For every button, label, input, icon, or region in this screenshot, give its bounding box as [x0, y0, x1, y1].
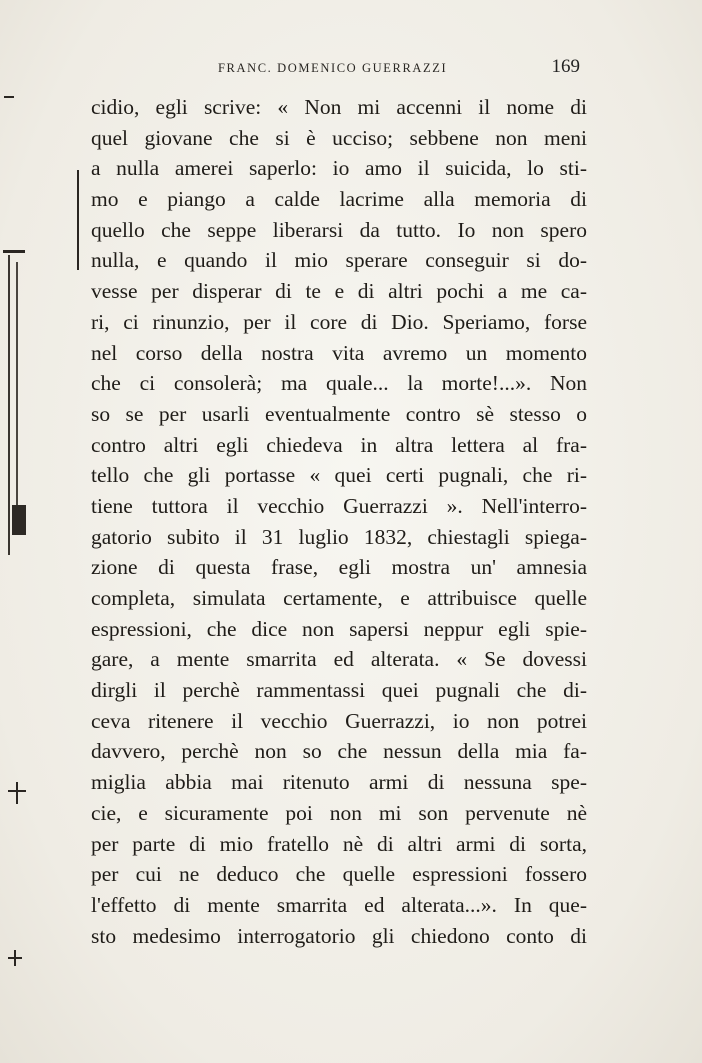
- text-line: quello che seppe liberarsi da tutto. Io non spero: [91, 217, 587, 242]
- text-line: nulla, e quando il mio sperare conseguir si do-: [91, 248, 587, 273]
- text-line: sto medesimo interrogatorio gli chiedono conto di: [91, 923, 587, 948]
- text-line: tello che gli portasse « quei certi pugnali, che ri-: [91, 463, 587, 488]
- margin-mark: [77, 170, 79, 270]
- text-line: completa, simulata certamente, e attribuisce quelle: [91, 586, 587, 610]
- text-line: l'effetto di mente smarrita ed alterata...». In que-: [91, 892, 587, 917]
- text-line: dirgli il perchè rammentassi quei pugnali che di-: [91, 678, 587, 703]
- text-line: a nulla amerei saperlo: io amo il suicida, lo sti-: [91, 156, 587, 181]
- margin-mark: [16, 262, 18, 532]
- margin-mark: [4, 96, 14, 98]
- body-text: [91, 92, 587, 951]
- text-line: contro altri egli chiedeva in altra lettera al fra-: [91, 432, 587, 457]
- text-line: gatorio subito il 31 luglio 1832, chiestagli spiega-: [91, 524, 587, 549]
- text-line: nel corso della nostra vita avremo un momento: [91, 340, 587, 365]
- text-line: miglia abbia mai ritenuto armi di nessuna spe-: [91, 770, 587, 795]
- margin-mark: [12, 505, 26, 535]
- text-line: per parte di mio fratello nè di altri armi di sorta,: [91, 831, 587, 856]
- text-line: cidio, egli scrive: « Non mi accenni il nome di: [91, 95, 587, 119]
- text-line: gare, a mente smarrita ed alterata. « Se dovessi: [91, 647, 587, 672]
- running-title: FRANC. DOMENICO GUERRAZZI: [218, 61, 448, 75]
- page-number: 169: [551, 56, 580, 77]
- text-line: per cui ne deduco che quelle espressioni fossero: [91, 862, 587, 887]
- text-line: davvero, perchè non so che nessun della mia fa-: [91, 739, 587, 764]
- text-line: vesse per disperar di te e di altri pochi a me ca-: [91, 279, 587, 304]
- text-line: cie, e sicuramente poi non mi son pervenute nè: [91, 800, 587, 825]
- text-line: ceva ritenere il vecchio Guerrazzi, io non potrei: [91, 708, 587, 733]
- text-line: che ci consolerà; ma quale... la morte!...». Non: [91, 371, 587, 396]
- page-header: [90, 58, 580, 86]
- text-line: zione di questa frase, egli mostra un' amnesia: [91, 555, 587, 580]
- text-line: ri, ci rinunzio, per il core di Dio. Speriamo, forse: [91, 309, 587, 334]
- margin-mark: [16, 782, 18, 804]
- margin-mark: [14, 950, 16, 966]
- text-line: so se per usarli eventualmente contro sè stesso o: [91, 401, 587, 426]
- text-line: tiene tuttora il vecchio Guerrazzi ». Nell'interro-: [91, 493, 587, 518]
- text-line: quel giovane che si è ucciso; sebbene non meni: [91, 125, 587, 150]
- text-line: espressioni, che dice non sapersi neppur egli spie-: [91, 616, 587, 641]
- margin-mark: [3, 250, 25, 253]
- text-line: mo e piango a calde lacrime alla memoria di: [91, 187, 587, 212]
- margin-mark: [8, 255, 10, 555]
